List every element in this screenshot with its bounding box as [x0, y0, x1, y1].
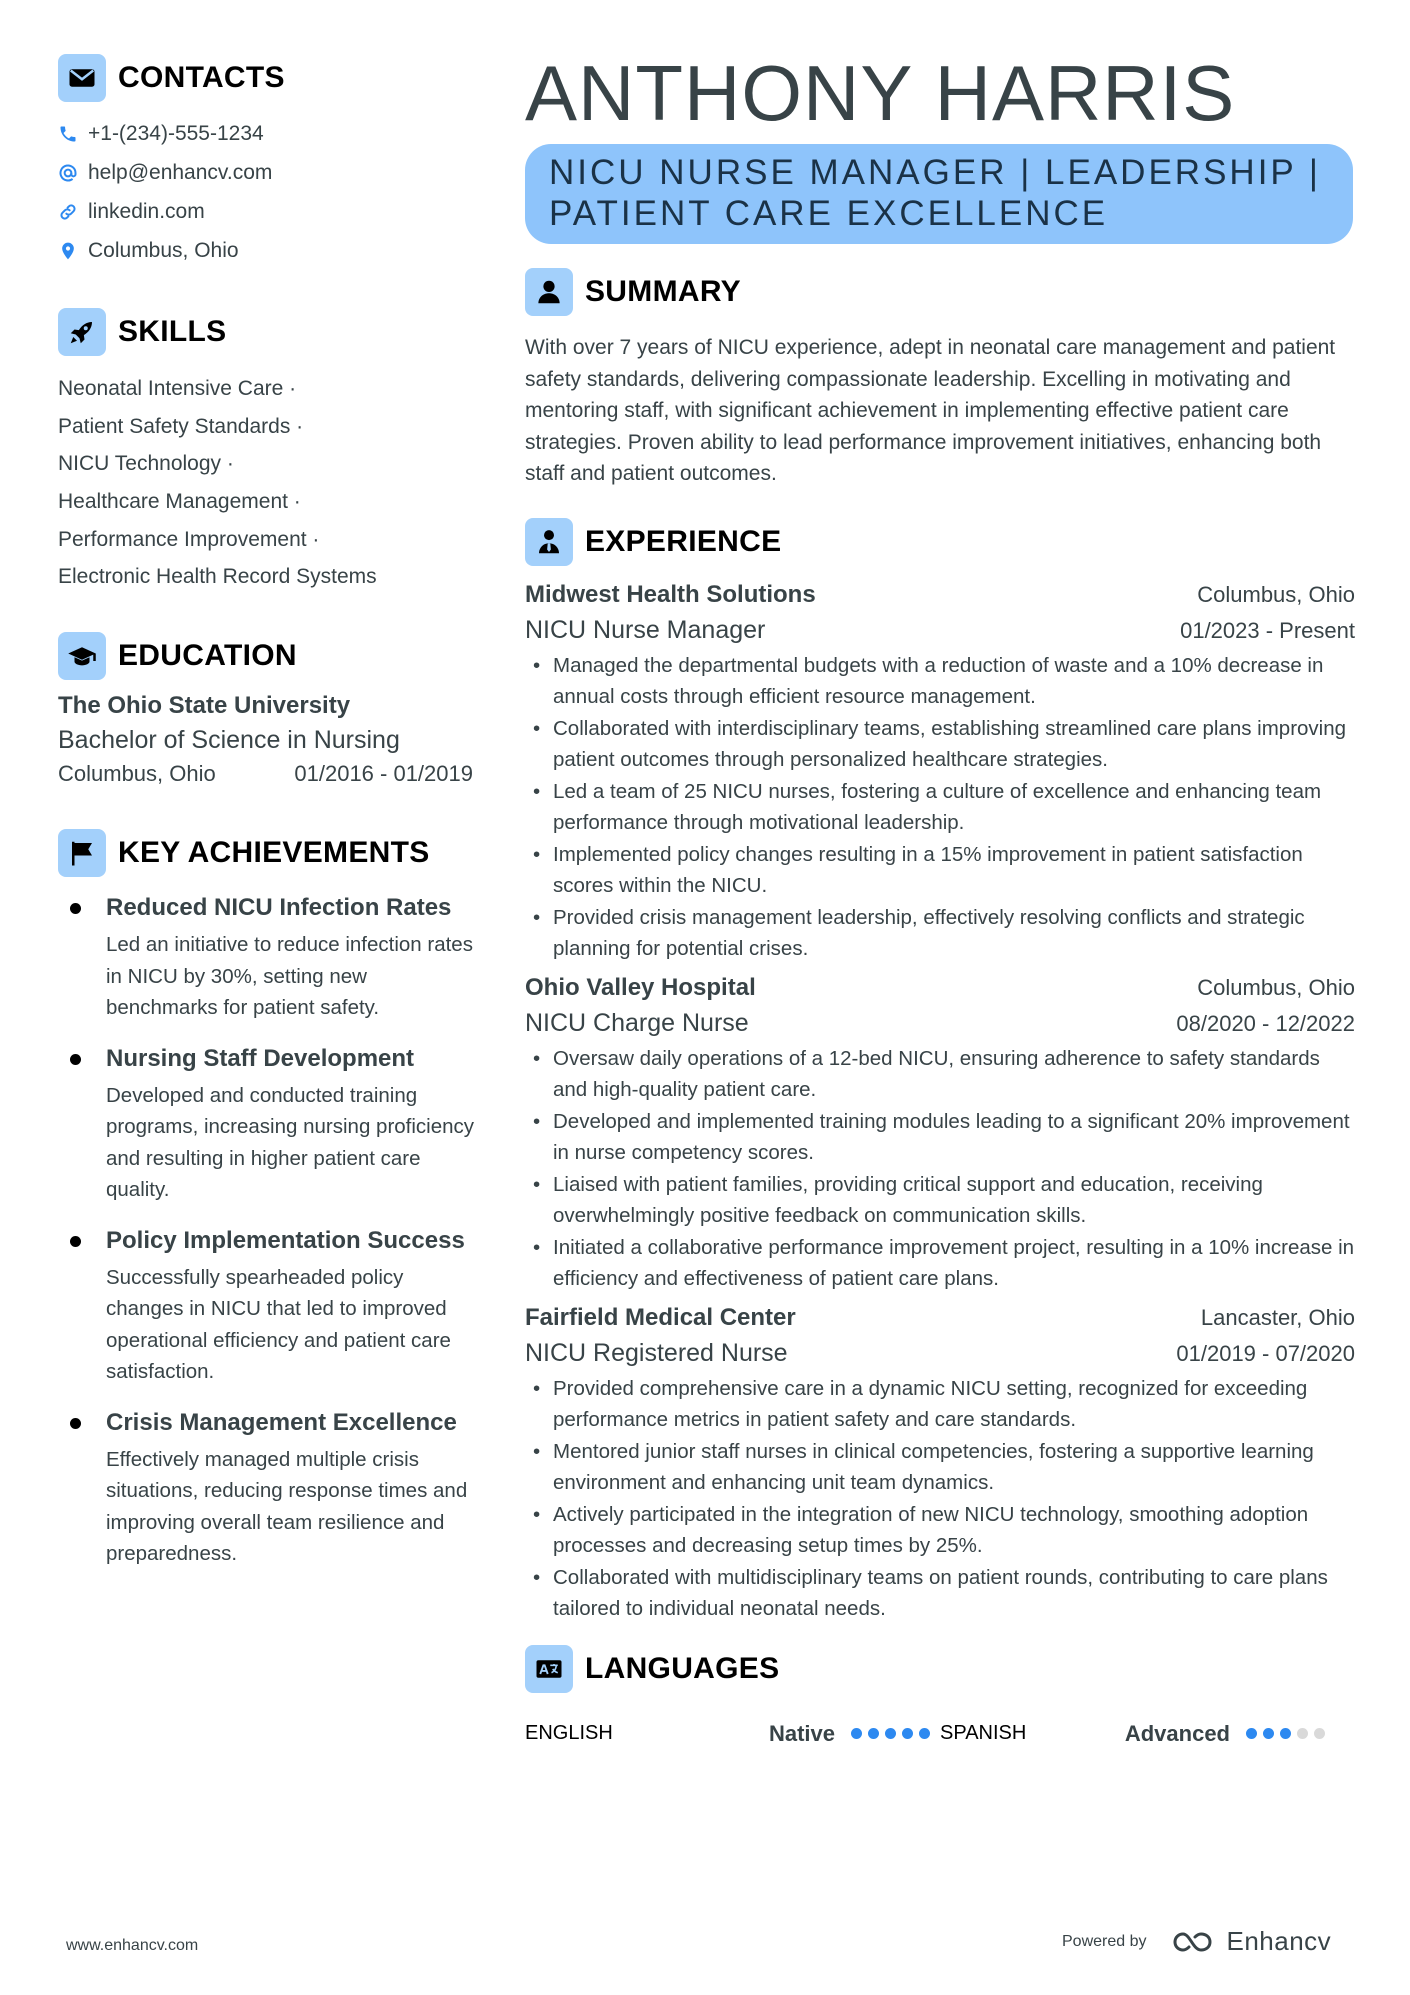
education-dates: 01/2016 - 01/2019	[294, 761, 473, 787]
brand-name: Enhancv	[1226, 1926, 1332, 1956]
job-role-row	[525, 612, 1355, 648]
job-location: Lancaster, Ohio	[1200, 1304, 1355, 1330]
language-name: ENGLISH	[525, 1722, 613, 1744]
job-entry	[525, 1301, 1355, 1625]
education-entry	[58, 692, 478, 787]
contact-phone[interactable]	[58, 114, 478, 153]
skill-item: Performance Improvement ·	[58, 527, 320, 551]
achievement-title: Crisis Management Excellence	[106, 1408, 457, 1436]
language-level: Native	[768, 1720, 835, 1746]
language-rating	[851, 1728, 936, 1739]
skill-item: Neonatal Intensive Care ·	[58, 377, 297, 400]
achievement-title: Policy Implementation Success	[106, 1226, 465, 1254]
rocket-icon	[58, 308, 106, 356]
language-item	[940, 1721, 1355, 1747]
job-bullet: • Provided comprehensive care in a dynamic NICU setting, recognized for exceeding performance metrics in patient safety and care standards.	[525, 1373, 1355, 1436]
language-name: SPANISH	[940, 1722, 1027, 1744]
job-location: Columbus, Ohio	[1197, 974, 1355, 1000]
contact-list	[58, 114, 478, 270]
job-company: Fairfield Medical Center	[525, 1303, 796, 1331]
rating-dot-empty	[1297, 1728, 1308, 1739]
experience-header	[525, 516, 1355, 568]
job-dates: 01/2019 - 07/2020	[1176, 1340, 1355, 1366]
link-icon	[58, 202, 78, 222]
languages-title: LANGUAGES	[585, 1651, 780, 1685]
bullet-dot	[70, 1054, 81, 1065]
footer-website[interactable]: www.enhancv.com	[66, 1937, 199, 1954]
job-bullet: • Led a team of 25 NICU nurses, fostering a culture of excellence and enhancing team performance through motivational leadership.	[525, 776, 1355, 839]
language-list	[525, 1721, 1355, 1747]
skill-item: Patient Safety Standards ·	[58, 414, 304, 438]
job-location: Columbus, Ohio	[1197, 581, 1355, 607]
bullet-dot	[70, 903, 81, 914]
experience-title: EXPERIENCE	[585, 524, 782, 558]
achievements-header	[58, 827, 478, 879]
right-column	[525, 48, 1355, 1747]
achievement-title: Reduced NICU Infection Rates	[106, 894, 452, 922]
skill-item: NICU Technology ·	[58, 452, 234, 476]
email-text: help@enhancv.com	[88, 160, 273, 184]
contact-location	[58, 231, 478, 270]
skills-title: SKILLS	[118, 315, 227, 348]
skill-item: Healthcare Management ·	[58, 490, 301, 514]
achievement-item	[58, 1226, 478, 1388]
summary-text: With over 7 years of NICU experience, adept in neonatal care management and patient safety standards, delivering compassionate leadership. Excelling in motivating and mentoring staff, with significant achievement in implementing effective patient care strategies. Proven ability to lead performance improvement initiatives, enhancing both staff and patient outcomes.	[525, 336, 1336, 485]
bullet-dot	[70, 1236, 81, 1247]
job-bullet: • Collaborated with interdisciplinary teams, establishing streamlined care plans improving patient outcomes through personalized healthcare strategies.	[525, 713, 1355, 776]
job-dates: 08/2020 - 12/2022	[1176, 1010, 1355, 1036]
language-icon	[525, 1645, 573, 1693]
user-icon	[525, 268, 573, 316]
school-name: The Ohio State University	[58, 692, 351, 720]
rating-dot-filled	[1280, 1728, 1291, 1739]
job-company: Ohio Valley Hospital	[525, 973, 756, 1001]
language-item	[525, 1721, 940, 1747]
education-title: EDUCATION	[118, 639, 297, 673]
job-role: NICU Registered Nurse	[525, 1338, 788, 1367]
job-bullet: • Managed the departmental budgets with a reduction of waste and a 10% decrease in annual costs through efficient resource management.	[525, 650, 1355, 713]
education-location: Columbus, Ohio	[58, 761, 216, 787]
achievement-desc: Led an initiative to reduce infection rates in NICU by 30%, setting new benchmarks for patient safety.	[106, 933, 473, 1020]
flag-icon	[58, 829, 106, 877]
rating-dot-empty	[1314, 1728, 1325, 1739]
candidate-name: ANTHONY HARRIS	[525, 49, 1236, 137]
job-role: NICU Charge Nurse	[525, 1008, 749, 1037]
phone-icon	[58, 124, 78, 144]
contact-email[interactable]	[58, 153, 478, 192]
title-band	[525, 144, 1353, 244]
job-dates: 01/2023 - Present	[1180, 617, 1355, 643]
envelope-icon	[58, 54, 106, 102]
contacts-header	[58, 52, 478, 104]
rating-dot-filled	[851, 1728, 862, 1739]
left-column	[58, 52, 478, 1590]
job-role-row	[525, 1005, 1355, 1041]
summary-title: SUMMARY	[585, 275, 741, 308]
job-entry	[525, 971, 1355, 1295]
education-header	[58, 630, 478, 682]
job-bullets	[525, 1043, 1355, 1295]
skills-header	[58, 306, 478, 358]
infinity-logo-icon	[1171, 1928, 1219, 1956]
achievement-list	[58, 893, 478, 1570]
job-entry	[525, 578, 1355, 965]
rating-dot-filled	[1263, 1728, 1274, 1739]
phone-text: +1-(234)-555-1234	[88, 121, 264, 145]
achievement-item	[58, 1408, 478, 1570]
rating-dot-filled	[1246, 1728, 1257, 1739]
job-company: Midwest Health Solutions	[525, 580, 816, 608]
job-bullet: • Oversaw daily operations of a 12-bed NICU, ensuring adherence to safety standards and high-quality patient care.	[525, 1043, 1355, 1106]
enhancv-logo[interactable]	[1171, 1926, 1332, 1957]
job-bullet: • Implemented policy changes resulting in a 15% improvement in patient satisfaction scores within the NICU.	[525, 839, 1355, 902]
job-role: NICU Nurse Manager	[525, 615, 766, 644]
job-bullet: • Actively participated in the integration of new NICU technology, smoothing adoption processes and decreasing setup times by 25%.	[525, 1499, 1355, 1562]
achievement-desc: Effectively managed multiple crisis situations, reducing response times and improving overall team resilience and preparedness.	[106, 1447, 468, 1566]
rating-dot-filled	[902, 1728, 913, 1739]
job-bullet: • Mentored junior staff nurses in clinical competencies, fostering a supportive learning environment and enhancing unit team dynamics.	[525, 1436, 1355, 1499]
achievement-item	[58, 1044, 478, 1206]
job-bullets	[525, 1373, 1355, 1625]
job-bullet: • Initiated a collaborative performance improvement project, resulting in a 10% increase in efficiency and effectiveness of patient care plans.	[525, 1232, 1355, 1295]
achievement-desc: Successfully spearheaded policy changes in NICU that led to improved operational efficiency and patient care satisfaction.	[106, 1265, 451, 1384]
job-bullet: • Provided crisis management leadership, effectively resolving conflicts and strategic planning for potential crises.	[525, 902, 1355, 965]
at-icon	[58, 163, 78, 183]
language-rating	[1246, 1728, 1331, 1739]
education-meta	[58, 761, 473, 787]
contacts-title: CONTACTS	[118, 61, 285, 94]
achievement-title: Nursing Staff Development	[106, 1044, 415, 1072]
skill-list	[58, 370, 478, 596]
achievement-item	[58, 893, 478, 1024]
rating-dot-filled	[919, 1728, 930, 1739]
job-bullet: • Liaised with patient families, providing critical support and education, receiving overwhelmingly positive feedback on communication skills.	[525, 1169, 1355, 1232]
achievement-desc: Developed and conducted training programs, increasing nursing proficiency and resulting in higher patient care quality.	[106, 1083, 475, 1202]
summary-header	[525, 266, 1355, 318]
degree: Bachelor of Science in Nursing	[58, 726, 400, 755]
graduation-cap-icon	[58, 632, 106, 680]
briefcase-user-icon	[525, 518, 573, 566]
location-pin-icon	[58, 241, 78, 261]
job-role-row	[525, 1335, 1355, 1371]
job-company-row	[525, 971, 1355, 1005]
footer-branding	[1062, 1926, 1331, 1957]
linkedin-text: linkedin.com	[88, 199, 205, 223]
candidate-title: NICU NURSE MANAGER | LEADERSHIP | PATIENT CARE EXCELLENCE	[549, 153, 1321, 233]
job-bullet: • Collaborated with multidisciplinary teams on patient rounds, contributing to care plans tailored to individual neonatal needs.	[525, 1562, 1355, 1625]
location-text: Columbus, Ohio	[88, 238, 239, 262]
experience-list	[525, 578, 1355, 1625]
contact-linkedin[interactable]	[58, 192, 478, 231]
job-bullets	[525, 650, 1355, 965]
skill-item: Electronic Health Record Systems	[58, 565, 377, 589]
rating-dot-filled	[885, 1728, 896, 1739]
job-company-row	[525, 578, 1355, 612]
language-level: Advanced	[1124, 1720, 1230, 1746]
rating-dot-filled	[868, 1728, 879, 1739]
languages-header	[525, 1643, 1355, 1695]
powered-by-text: Powered by	[1062, 1932, 1147, 1950]
bullet-dot	[70, 1418, 81, 1429]
job-bullet: • Developed and implemented training modules leading to a significant 20% improvement in nurse competency scores.	[525, 1106, 1355, 1169]
job-company-row	[525, 1301, 1355, 1335]
achievements-title: KEY ACHIEVEMENTS	[118, 836, 430, 870]
